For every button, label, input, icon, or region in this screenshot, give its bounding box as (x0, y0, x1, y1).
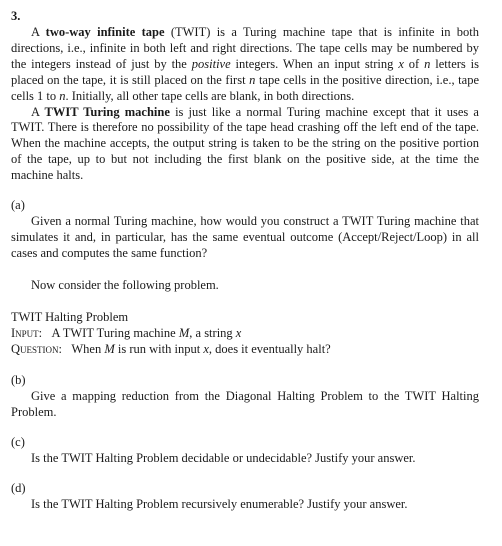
var-n: n (59, 88, 66, 103)
halting-problem-box (11, 310, 479, 358)
part-b-label: (b) (11, 373, 26, 388)
term-two-way-infinite-tape: two-way infinite tape (45, 25, 165, 39)
input-text-1: A TWIT Turing machine (51, 325, 179, 340)
intro-p2-lead: A (31, 104, 45, 119)
halting-problem-title: TWIT Halting Problem (11, 309, 129, 324)
intro-p1-text-4: letters is placed on the tape, it is still placed on the first (11, 56, 479, 87)
intro-p1-text-2: integers. When an input string (230, 56, 399, 71)
var-x: x (235, 325, 242, 340)
part-c-label: (c) (11, 435, 25, 450)
part-a-label: (a) (11, 198, 25, 213)
intro-p2-rest: is just like a normal Turing machine except that it uses a TWIT. There is therefore no possibility of the tape head crashing off the left end of the tape. When the machine accepts, the output string is taken to be the string on the positive portion of the tape, up to but not including the first blank on the positive side, at the time the machine halts. (11, 104, 479, 183)
intro-paragraph-twit-machine (11, 105, 479, 185)
part-d-label: (d) (11, 481, 26, 496)
problem-page (11, 9, 479, 513)
intro-p1-text-5: tape cells in the positive direction, i.e., tape cells 1 to (11, 72, 479, 103)
emph-positive: positive (191, 56, 231, 71)
var-x: x (398, 56, 404, 71)
question-text-3: , does it eventually halt? (208, 341, 331, 356)
part-b-question: Give a mapping reduction from the Diagonal Halting Problem to the TWIT Halting Problem. (11, 389, 479, 420)
question-text-1: When (71, 341, 105, 356)
term-twit-turing-machine: TWIT Turing machine (44, 104, 170, 119)
var-M: M (178, 325, 190, 340)
intro-p1-text-1: (TWIT) is a Turing machine tape that is infinite in both directions, i.e., infinite in both left and right directions. The tape cells may be numbered by the integers instead of just by the (11, 25, 479, 71)
intro-p1-text-6: . Initially, all other tape cells are blank, in both directions. (65, 88, 355, 103)
var-M: M (104, 341, 115, 356)
question-label: Question: (11, 341, 62, 356)
part-d-question: Is the TWIT Halting Problem recursively enumerable? Justify your answer. (31, 497, 408, 512)
halting-problem-input-row (11, 326, 479, 342)
var-n: n (249, 72, 256, 87)
var-x: x (203, 341, 209, 356)
question-text-2: is run with input (114, 341, 204, 356)
intro-paragraph-tape (11, 25, 479, 105)
input-label: Input: (11, 325, 43, 340)
problem-number: 3. (11, 9, 21, 23)
part-c-question: Is the TWIT Halting Problem decidable or undecidable? Justify your answer. (31, 451, 416, 466)
transition-text: Now consider the following problem. (31, 277, 219, 292)
part-a-question: Given a normal Turing machine, how would you construct a TWIT Turing machine that simulates it and, in particular, has the same eventual outcome (Accept/Reject/Loop) in all cases and computes the same function? (11, 214, 479, 260)
intro-p1-lead: A (31, 25, 46, 39)
halting-problem-question-row (11, 342, 479, 358)
input-text-2: , a string (189, 325, 236, 340)
var-n: n (424, 56, 431, 71)
intro-p1-text-3: of (403, 56, 425, 71)
